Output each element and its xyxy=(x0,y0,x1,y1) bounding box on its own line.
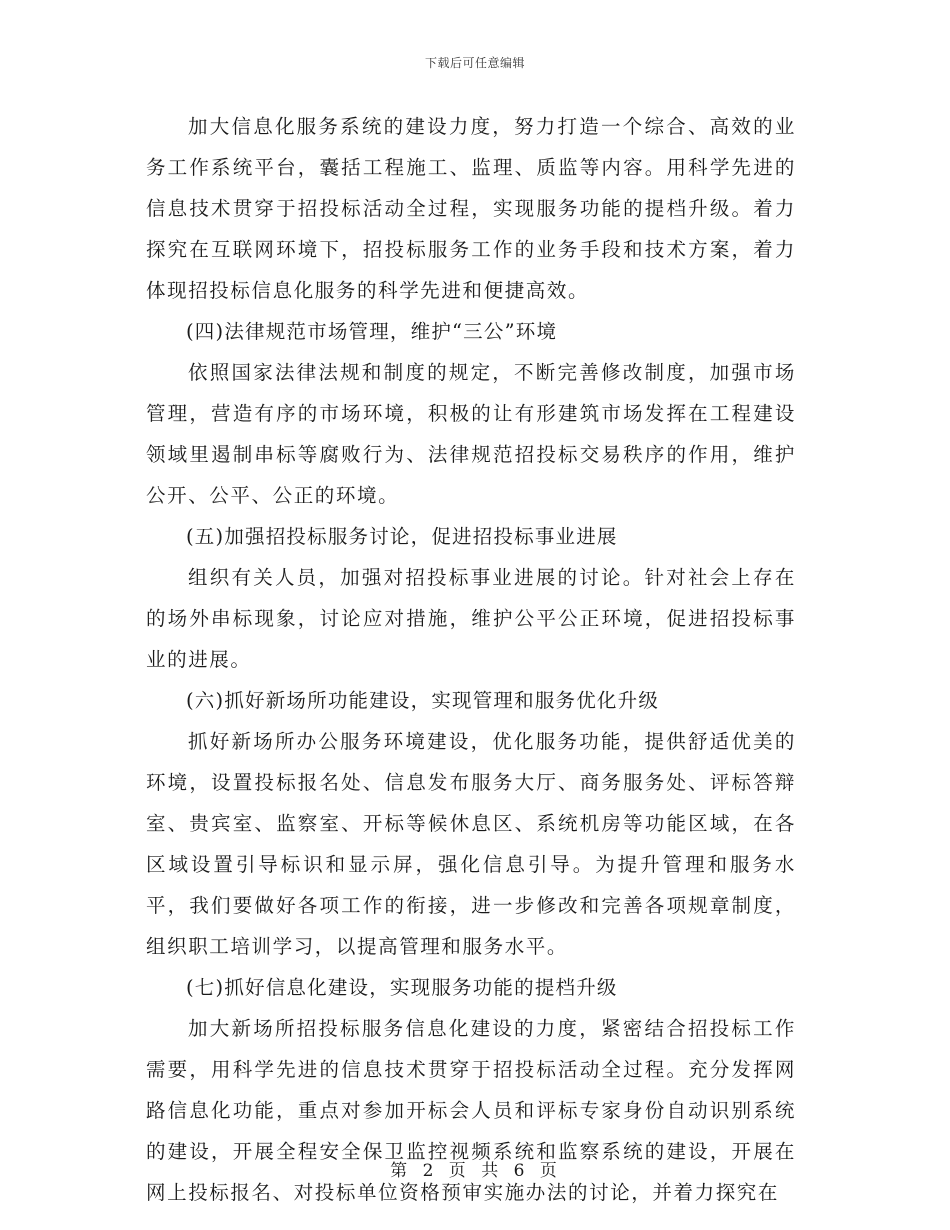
header-note: 下载后可任意编辑 xyxy=(424,56,525,70)
paragraph-market-management: 依照国家法律法规和制度的规定，不断完善修改制度，加强市场管理，营造有序的市场环境，积极的让有形建筑市场发挥在工程建设领域里遏制串标等腐败行为、法律规范招投标交易秩序的作用，维护公开、公平、公正的环境。 xyxy=(146,361,796,507)
document-body xyxy=(146,106,796,1213)
paragraph-new-venue: 抓好新场所办公服务环境建设，优化服务功能，提供舒适优美的环境，设置投标报名处、信息发布服务大厅、商务服务处、评标答辩室、贵宾室、监察室、开标等候休息区、系统机房等功能区域，在各区域设置引导标识和显示屏，强化信息引导。为提升管理和服务水平，我们要做好各项工作的衔接，进一步修改和完善各项规章制度，组织职工培训学习，以提高管理和服务水平。 xyxy=(146,730,796,958)
paragraph-informatization: 加大新场所招投标服务信息化建设的力度，紧密结合招投标工作需要，用科学先进的信息技术贯穿于招投标活动全过程。充分发挥网路信息化功能，重点对参加开标会人员和评标专家身份自动识别系统的建设，开展全程安全保卫监控视频系统和监察系统的建设，开展在网上投标报名、对投标单位资格预审实施办法的讨论，并着力探究在 xyxy=(146,1017,796,1204)
paragraph-info-system: 加大信息化服务系统的建设力度，努力打造一个综合、高效的业务工作系统平台，囊括工程施工、监理、质监等内容。用科学先进的信息技术贯穿于招投标活动全过程，实现服务功能的提档升级。着力探究在互联网环境下，招投标服务工作的业务手段和技术方案，着力体现招投标信息化服务的科学先进和便捷高效。 xyxy=(146,115,796,302)
section-heading-7: (七)抓好信息化建设，实现服务功能的提档升级 xyxy=(186,976,618,999)
section-heading-4: (四)法律规范市场管理，维护“三公”环境 xyxy=(186,320,558,343)
page-number-footer: 第 2 页 共 6 页 xyxy=(390,1161,560,1181)
paragraph-bidding-discussion: 组织有关人员，加强对招投标事业进展的讨论。针对社会上存在的场外串标现象，讨论应对措施，维护公平公正环境，促进招投标事业的进展。 xyxy=(146,566,796,671)
section-heading-6: (六)抓好新场所功能建设，实现管理和服务优化升级 xyxy=(186,689,660,712)
section-heading-5: (五)加强招投标服务讨论，促进招投标事业进展 xyxy=(186,525,618,548)
